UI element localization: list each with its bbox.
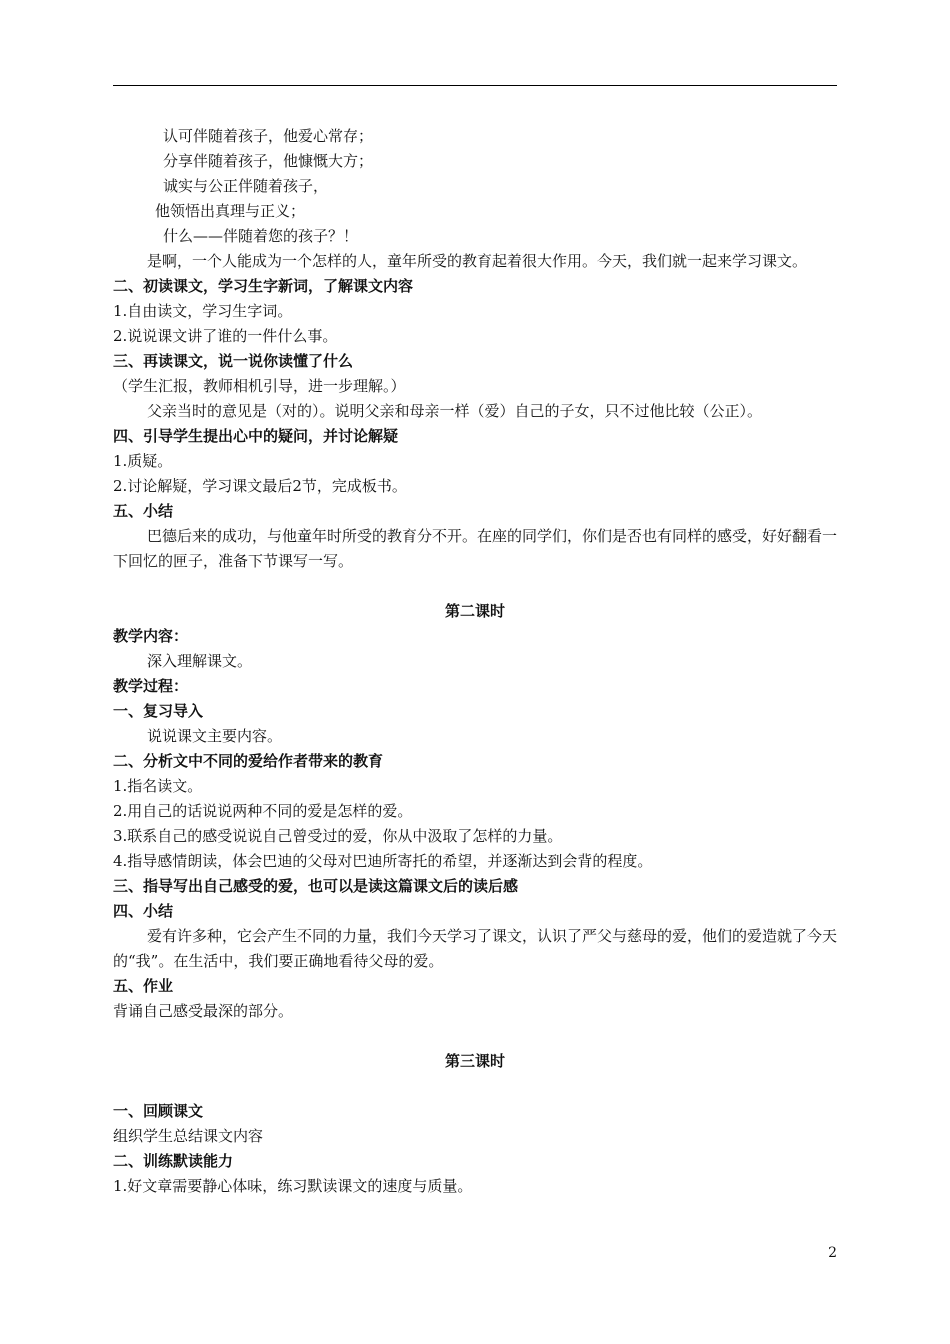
intro-paragraph xyxy=(113,249,837,274)
list-item: 1.指名读文。 xyxy=(113,777,203,795)
section-heading: 三、指导写出自己感受的爱，也可以是读这篇课文后的读后感 xyxy=(113,877,519,895)
intro-paragraph-text: 是啊，一个人能成为一个怎样的人，童年所受的教育起着很大作用。今天，我们就一起来学习课文。 xyxy=(147,252,808,270)
lesson-title: 第三课时 xyxy=(444,1052,505,1070)
content-text: 深入理解课文。 xyxy=(147,652,253,670)
section-heading: 一、回顾课文 xyxy=(113,1102,204,1120)
list-item: 1.好文章需要静心体味，练习默读课文的速度与质量。 xyxy=(113,1177,473,1195)
summary-paragraph: 巴德后来的成功，与他童年时所受的教育分不开。在座的同学们，你们是否也有同样的感受，好好翻看一下回忆的匣子，准备下节课写一写。 xyxy=(113,527,838,570)
section-heading: 五、作业 xyxy=(113,977,174,995)
poem-line: 认可伴随着孩子，他爱心常存； xyxy=(163,127,374,145)
spacer xyxy=(113,574,837,599)
list-item: 3.联系自己的感受说说自己曾受过的爱，你从中汲取了怎样的力量。 xyxy=(113,827,563,845)
poem-line: 他领悟出真理与正义； xyxy=(155,202,306,220)
section-heading: 四、小结 xyxy=(113,902,174,920)
section-heading: 二、分析文中不同的爱给作者带来的教育 xyxy=(113,752,384,770)
process-label: 教学过程： xyxy=(113,677,189,695)
section-heading: 四、引导学生提出心中的疑问，并讨论解疑 xyxy=(113,427,399,445)
list-item: 1.质疑。 xyxy=(113,452,173,470)
list-item: 1.自由读文，学习生字词。 xyxy=(113,302,293,320)
poem-line: 诚实与公正伴随着孩子， xyxy=(163,177,329,195)
section-heading: 二、初读课文，学习生字新词，了解课文内容 xyxy=(113,277,414,295)
poem-line: 分享伴随着孩子，他慷慨大方； xyxy=(163,152,374,170)
spacer xyxy=(113,1074,837,1099)
paragraph: 父亲当时的意见是（对的）。说明父亲和母亲一样（爱）自己的子女，只不过他比较（公正）。 xyxy=(147,402,763,420)
list-item: 2.讨论解疑，学习课文最后2节，完成板书。 xyxy=(113,477,407,495)
paragraph: 说说课文主要内容。 xyxy=(147,727,283,745)
list-item: 2.说说课文讲了谁的一件什么事。 xyxy=(113,327,338,345)
document-body xyxy=(113,124,837,1199)
section-heading: 二、训练默读能力 xyxy=(113,1152,234,1170)
list-item: 4.指导感情朗读，体会巴迪的父母对巴迪所寄托的希望，并逐渐达到会背的程度。 xyxy=(113,852,653,870)
header-rule xyxy=(113,85,837,86)
spacer xyxy=(113,1024,837,1049)
lesson-title: 第二课时 xyxy=(444,602,505,620)
list-item: 2.用自己的话说说两种不同的爱是怎样的爱。 xyxy=(113,802,413,820)
content-label: 教学内容： xyxy=(113,627,189,645)
section-heading: 一、复习导入 xyxy=(113,702,204,720)
page-number: 2 xyxy=(828,1245,837,1261)
section-heading: 五、小结 xyxy=(113,502,174,520)
poem-line: 什么——伴随着您的孩子？！ xyxy=(163,227,359,245)
paragraph: 背诵自己感受最深的部分。 xyxy=(113,1002,294,1020)
section-heading: 三、再读课文，说一说你读懂了什么 xyxy=(113,352,354,370)
note-text: （学生汇报，教师相机引导，进一步理解。） xyxy=(113,377,406,395)
paragraph: 组织学生总结课文内容 xyxy=(113,1127,264,1145)
summary-paragraph: 爱有许多种，它会产生不同的力量，我们今天学习了课文，认识了严父与慈母的爱，他们的爱造就了今天的“我”。在生活中，我们要正确地看待父母的爱。 xyxy=(113,927,838,970)
